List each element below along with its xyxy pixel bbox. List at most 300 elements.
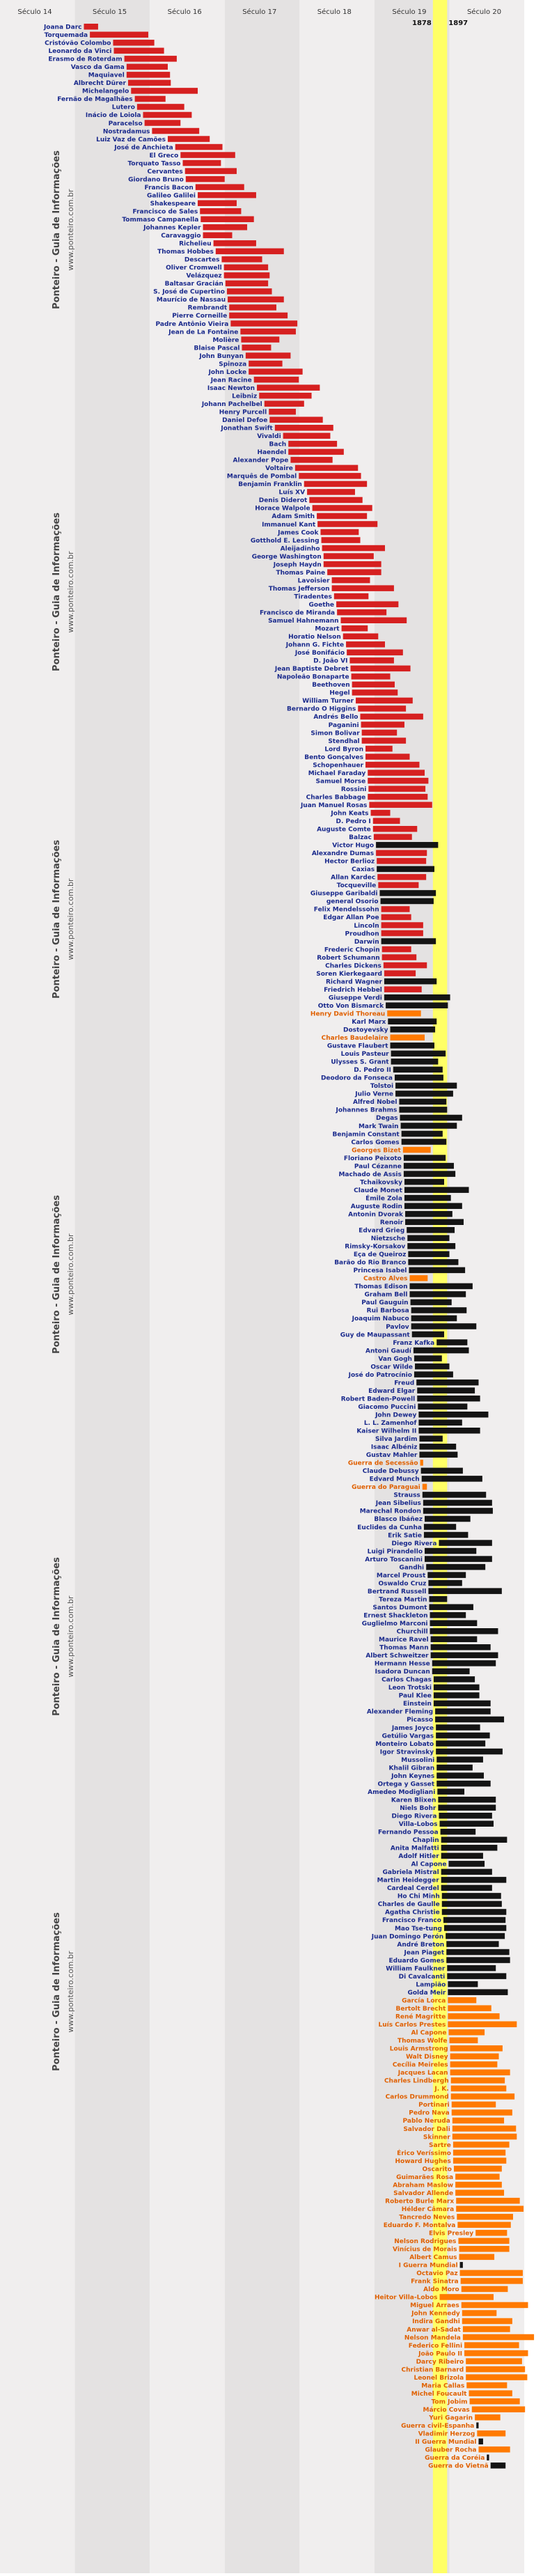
life-bar	[456, 2198, 519, 2204]
person-label: Agatha Christie	[384, 1909, 440, 1917]
person-label: Tommaso Campanella	[122, 217, 199, 224]
person-label: Leon Trotski	[388, 1685, 432, 1692]
person-label: Picasso	[407, 1717, 434, 1724]
person-label: Anita Malfatti	[390, 1845, 439, 1852]
life-bar	[424, 1532, 468, 1538]
person-label: Baltasar Gracián	[164, 281, 223, 288]
person-label: Giuseppe Garibaldi	[310, 890, 378, 898]
person-label: I Guerra Mundial	[398, 2262, 458, 2270]
person-label: Frank Sinatra	[411, 2278, 459, 2286]
watermark-url: www.ponteiro.com.br	[66, 189, 75, 271]
life-bar	[430, 1612, 466, 1618]
person-label: Michelangelo	[81, 88, 129, 95]
life-bar	[441, 1877, 507, 1883]
person-label: Kaiser Wilhelm II	[356, 1428, 417, 1435]
person-label: Paracelso	[108, 120, 143, 127]
life-bar	[451, 2077, 505, 2084]
life-bar	[448, 2021, 517, 2027]
person-label: Ernest Shackleton	[363, 1612, 428, 1620]
person-label: Euclides da Cunha	[357, 1524, 422, 1531]
watermark-url: www.ponteiro.com.br	[66, 1595, 75, 1678]
person-label: Eduardo Gomes	[388, 1957, 445, 1965]
watermark-title: Ponteiro - Guia de Informações	[52, 1557, 62, 1716]
person-label: Oscarito	[422, 2166, 452, 2173]
person-label: Francisco de Miranda	[260, 609, 336, 617]
life-bar	[377, 858, 426, 864]
person-label: Johann Pachelbel	[201, 400, 262, 408]
person-label: Arturo Toscanini	[365, 1556, 423, 1563]
person-label: Guglielmo Marconi	[361, 1621, 428, 1627]
person-label: Mao Tse-tung	[394, 1925, 442, 1933]
life-bar	[322, 537, 361, 543]
person-label: Cervantes	[147, 168, 183, 175]
person-label: Allan Kardec	[331, 874, 376, 882]
life-bar	[440, 1820, 494, 1827]
life-bar	[402, 1139, 447, 1145]
person-label: Glauber Rocha	[425, 2446, 477, 2454]
life-bar	[183, 160, 221, 166]
watermark-url: www.ponteiro.com.br	[66, 1233, 75, 1316]
person-label: Octavio Paz	[416, 2270, 458, 2278]
life-bar	[324, 553, 374, 559]
person-label: Felix Mendelssohn	[313, 906, 379, 914]
person-label: Yuri Gagarin	[429, 2414, 473, 2422]
person-label: Soren Kierkegaard	[316, 970, 382, 978]
person-label: Amedeo Modigliani	[368, 1788, 436, 1796]
person-label: Benjamin Franklin	[238, 481, 302, 489]
person-label: Carlos Gomes	[351, 1139, 400, 1146]
marker-label: 1878	[412, 19, 432, 27]
person-label: Richard Wagner	[325, 978, 382, 986]
person-label: Guerra do Paraguai	[352, 1484, 420, 1492]
life-bar	[391, 1043, 434, 1049]
life-bar	[127, 64, 168, 70]
person-label: Johann G. Fichte	[285, 641, 345, 649]
person-label: John Locke	[208, 368, 247, 376]
person-label: Andrés Bello	[313, 714, 359, 721]
person-label: Guerra civil-Espanha	[401, 2423, 475, 2430]
life-bar	[391, 1051, 446, 1057]
person-label: Francis Bacon	[144, 184, 194, 192]
century-label: Século 16	[167, 8, 202, 16]
life-bar	[436, 1781, 490, 1787]
person-label: L. L. Zamenhof	[363, 1420, 417, 1427]
life-bar	[457, 2214, 513, 2220]
person-label: Henry Purcell	[219, 409, 267, 416]
life-bar	[447, 1965, 496, 1972]
life-bar	[452, 2134, 517, 2140]
life-bar	[317, 521, 377, 527]
life-bar	[378, 882, 418, 889]
person-label: Pavlov	[386, 1323, 409, 1331]
life-bar	[435, 1708, 491, 1715]
life-bar	[131, 88, 198, 94]
life-bar	[407, 1235, 449, 1242]
person-label: Louis Armstrong	[389, 2045, 448, 2053]
life-bar	[434, 1701, 491, 1707]
life-bar	[408, 1259, 458, 1265]
person-label: Adolf Hitler	[398, 1853, 439, 1861]
person-label: John Dewey	[375, 1412, 417, 1419]
life-bar	[269, 409, 296, 415]
life-bar	[309, 497, 362, 504]
life-bar	[381, 938, 436, 944]
person-label: André Breton	[397, 1941, 445, 1949]
person-label: Blaise Pascal	[194, 345, 240, 352]
life-bar	[477, 2430, 505, 2437]
person-label: Erasmo de Roterdam	[48, 56, 123, 63]
person-label: Khalil Gibran	[388, 1765, 435, 1772]
life-bar	[446, 1933, 505, 1939]
life-bar	[448, 2029, 485, 2036]
life-bar	[257, 384, 320, 391]
person-label: Joseph Haydn	[273, 561, 322, 569]
life-bar	[442, 1893, 501, 1899]
life-bar	[411, 1299, 452, 1306]
person-label: Charles Dickens	[325, 962, 381, 970]
life-bar	[352, 689, 398, 696]
person-label: Eduardo F. Montalva	[383, 2222, 456, 2229]
life-bar	[400, 1115, 462, 1121]
person-label: Jacques Lacan	[398, 2070, 448, 2077]
person-label: Aldo Moro	[423, 2286, 459, 2294]
person-label: Bertolt Brecht	[395, 2005, 446, 2013]
life-bar	[466, 2374, 527, 2380]
life-bar	[391, 1059, 439, 1065]
person-label: Auguste Rodin	[350, 1203, 402, 1210]
life-bar	[186, 176, 225, 182]
life-bar	[476, 2422, 478, 2428]
person-label: Deodoro da Fonseca	[320, 1075, 393, 1082]
person-label: Francisco de Sales	[132, 208, 198, 216]
person-label: García Lorca	[402, 1997, 446, 2005]
life-bar	[304, 481, 367, 487]
person-label: Antoni Gaudí	[365, 1348, 411, 1355]
person-label: Marquês de Pombal	[226, 473, 297, 481]
person-label: Martin Heidegger	[377, 1877, 439, 1884]
life-bar	[448, 1989, 507, 1995]
life-bar	[414, 1355, 442, 1361]
person-label: Márcio Covas	[423, 2406, 470, 2414]
life-bar	[401, 1123, 457, 1129]
life-bar	[371, 810, 391, 816]
life-bar	[125, 56, 177, 62]
life-bar	[404, 1179, 444, 1185]
person-label: Nelson Rodrigues	[394, 2238, 457, 2246]
life-bar	[439, 1540, 491, 1546]
life-bar	[269, 416, 322, 423]
person-label: Fernando Pessoa	[377, 1829, 439, 1836]
life-bar	[381, 914, 411, 921]
person-label: José de Anchieta	[114, 144, 173, 152]
person-label: Renoir	[379, 1219, 404, 1226]
life-bar	[368, 778, 428, 784]
life-bar	[242, 345, 272, 351]
person-label: Santos Dumont	[372, 1604, 427, 1611]
person-label: Antonin Dvorak	[348, 1211, 404, 1219]
person-label: Immanuel Kant	[262, 521, 316, 529]
person-label: Otto Von Bismarck	[317, 1002, 384, 1010]
life-bar	[384, 978, 436, 985]
life-bar	[374, 834, 412, 841]
person-label: Tiradentes	[294, 593, 332, 601]
person-label: Cardeal Cerdel	[386, 1885, 439, 1893]
life-bar	[391, 1035, 425, 1041]
person-label: Joana Darc	[43, 24, 82, 31]
life-bar	[450, 2061, 498, 2068]
person-label: John Keynes	[391, 1772, 435, 1780]
life-bar	[128, 80, 171, 86]
life-bar	[409, 1275, 427, 1281]
life-bar	[434, 1685, 480, 1691]
person-label: Luigi Pirandello	[367, 1548, 423, 1556]
person-label: Tancredo Neves	[399, 2214, 455, 2222]
life-bar	[431, 1637, 478, 1643]
life-bar	[428, 1580, 462, 1586]
person-label: Galileo Galilei	[146, 192, 196, 200]
life-bar	[407, 1227, 455, 1233]
person-label: Molière	[212, 336, 239, 344]
life-bar	[435, 1717, 504, 1723]
life-bar	[409, 1267, 465, 1274]
life-bar	[460, 2262, 463, 2268]
person-label: Abraham Maslow	[393, 2182, 454, 2189]
life-bar	[408, 1251, 449, 1258]
life-bar	[438, 1804, 496, 1811]
person-label: Robert Baden-Powell	[340, 1396, 416, 1403]
person-label: Stendhal	[328, 737, 360, 745]
life-bar	[240, 329, 296, 335]
life-bar	[399, 1099, 446, 1105]
life-bar	[436, 1756, 483, 1763]
life-bar	[436, 1772, 484, 1779]
person-label: James Cook	[278, 529, 319, 537]
person-label: John Bunyan	[199, 352, 244, 360]
person-label: Oliver Cromwell	[166, 265, 222, 272]
life-bar	[441, 1853, 483, 1859]
life-bar	[288, 441, 337, 447]
life-bar	[376, 842, 438, 848]
person-label: Torquemada	[44, 32, 88, 40]
life-bar	[404, 1203, 462, 1209]
life-bar	[430, 1620, 478, 1626]
person-label: Dostoyevsky	[343, 1027, 388, 1034]
person-label: Horace Walpole	[255, 505, 310, 513]
life-bar	[388, 1018, 436, 1024]
century-label: Século 15	[93, 8, 127, 16]
life-bar	[313, 505, 372, 511]
life-bar	[214, 240, 256, 247]
life-bar	[404, 1171, 455, 1177]
watermark-title: Ponteiro - Guia de Informações	[52, 150, 62, 309]
life-bar	[224, 272, 270, 279]
life-bar	[459, 2254, 495, 2261]
life-bar	[461, 2278, 523, 2284]
person-label: James Joyce	[391, 1724, 434, 1732]
person-label: Johannes Kepler	[143, 224, 201, 232]
life-bar	[203, 224, 247, 231]
person-label: Lutero	[111, 104, 135, 111]
life-bar	[411, 1307, 467, 1313]
person-label: Voltaire	[265, 465, 293, 473]
person-label: Albrecht Dürer	[73, 80, 126, 88]
person-label: Paul Cézanne	[354, 1163, 402, 1171]
person-label: Caravaggio	[161, 233, 201, 240]
life-bar	[463, 2334, 534, 2341]
person-label: Samuel Hahnemann	[268, 618, 339, 625]
person-label: Jean Baptiste Debret	[274, 666, 349, 673]
person-label: Frederic Chopin	[324, 946, 380, 954]
person-label: Castro Alves	[363, 1275, 408, 1283]
person-label: Juan Domingo Perón	[371, 1933, 444, 1941]
life-bar	[405, 1219, 464, 1225]
person-label: Tom Jobim	[431, 2398, 468, 2406]
person-label: Monteiro Lobato	[375, 1740, 434, 1748]
life-bar	[418, 1403, 467, 1410]
life-bar	[241, 336, 279, 343]
life-bar	[436, 1740, 485, 1747]
life-bar	[283, 433, 331, 439]
person-label: Villa-Lobos	[398, 1821, 438, 1828]
life-bar	[198, 200, 237, 206]
century-label: Século 17	[242, 8, 277, 16]
person-label: Claude Debussy	[362, 1468, 419, 1476]
person-label: Lincoln	[354, 922, 379, 930]
person-label: Tchaikovsky	[360, 1179, 402, 1187]
life-bar	[307, 489, 355, 495]
person-label: Floriano Peixoto	[343, 1155, 402, 1162]
life-bar	[414, 1371, 453, 1377]
life-bar	[448, 1981, 478, 1988]
life-bar	[432, 1660, 496, 1666]
person-label: Guimarães Rosa	[396, 2173, 454, 2181]
life-bar	[462, 2302, 528, 2309]
person-label: Vasco da Gama	[70, 64, 125, 72]
life-bar	[90, 32, 148, 38]
life-bar	[411, 1316, 457, 1322]
life-bar	[415, 1364, 449, 1370]
life-bar	[466, 2366, 525, 2373]
life-bar	[443, 1917, 505, 1923]
life-bar	[464, 2350, 528, 2357]
life-bar	[425, 1516, 471, 1522]
life-bar	[360, 714, 423, 720]
life-bar	[381, 922, 423, 928]
person-label: Oscar Wilde	[370, 1364, 414, 1371]
person-label: Leonardo da Vinci	[48, 48, 112, 56]
life-bar	[470, 2398, 520, 2405]
person-label: Maria Callas	[421, 2382, 465, 2390]
person-label: Charles Babbage	[306, 794, 366, 802]
person-label: Vinícius de Morais	[393, 2246, 457, 2254]
life-bar	[381, 898, 434, 905]
person-label: Tolstoi	[370, 1083, 394, 1091]
life-bar	[368, 770, 425, 776]
person-label: Benjamin Constant	[332, 1131, 400, 1139]
life-bar	[200, 216, 253, 222]
person-label: Isaac Albéniz	[370, 1444, 418, 1451]
person-label: Carlos Drummond	[385, 2093, 449, 2101]
person-label: Hermann Hesse	[374, 1660, 430, 1668]
life-bar	[455, 2173, 499, 2180]
person-label: Indira Gandhi	[412, 2318, 460, 2326]
life-bar	[431, 1644, 491, 1650]
life-bar	[368, 794, 427, 800]
person-label: Nelson Mandela	[404, 2334, 461, 2342]
person-label: Albert Camus	[409, 2254, 457, 2262]
life-bar	[418, 1419, 462, 1426]
person-label: Mark Twain	[358, 1123, 399, 1130]
life-bar	[402, 1131, 443, 1137]
life-bar	[229, 313, 288, 319]
life-bar	[453, 2150, 505, 2156]
person-label: Thomas Edison	[354, 1283, 408, 1291]
person-label: Paganini	[328, 721, 359, 729]
life-bar	[425, 1556, 492, 1562]
person-label: Jonathan Swift	[221, 425, 273, 432]
life-bar	[455, 2182, 502, 2188]
life-bar	[441, 1869, 492, 1875]
person-label: Marcel Proust	[376, 1572, 426, 1579]
person-label: Juan Manuel Rosas	[300, 802, 368, 809]
life-bar	[246, 352, 291, 359]
life-bar	[168, 136, 210, 142]
century-label: Século 14	[17, 8, 52, 16]
person-label: Rembrandt	[187, 304, 228, 312]
life-bar	[453, 2141, 510, 2148]
person-label: Alexander Fleming	[366, 1708, 434, 1716]
person-label: Carlos Chagas	[381, 1676, 432, 1684]
life-bar	[404, 1163, 454, 1169]
life-bar	[453, 2157, 506, 2164]
person-label: Paul Gauguin	[361, 1299, 409, 1307]
life-bar	[203, 233, 233, 239]
person-label: Thomas Wolfe	[397, 2038, 448, 2045]
person-label: George Washington	[251, 553, 322, 561]
life-bar	[436, 1733, 489, 1739]
person-label: Edgar Allan Poe	[323, 914, 379, 922]
person-label: Charles Lindbergh	[384, 2077, 449, 2085]
person-label: Ulysses S. Grant	[331, 1059, 389, 1066]
life-bar	[376, 850, 427, 857]
person-label: Beethoven	[312, 682, 350, 689]
life-bar	[448, 2013, 499, 2020]
person-label: Torquato Tasso	[127, 160, 181, 168]
life-bar	[450, 2070, 510, 2076]
life-bar	[384, 994, 450, 1001]
life-bar	[84, 24, 97, 30]
life-bar	[227, 288, 272, 295]
life-bar	[432, 1669, 470, 1675]
life-bar	[365, 746, 393, 752]
watermark-title: Ponteiro - Guia de Informações	[52, 1912, 62, 2071]
person-label: Giuseppe Verdi	[328, 994, 382, 1002]
person-label: Blasco Ibáñez	[374, 1516, 423, 1524]
life-bar	[425, 1548, 476, 1554]
life-bar	[365, 762, 419, 768]
life-bar	[418, 1428, 480, 1434]
person-label: Cristóvão Colombo	[45, 40, 111, 47]
person-label: Freud	[394, 1380, 415, 1387]
life-bar	[423, 1508, 493, 1514]
life-bar	[368, 786, 425, 792]
life-bar	[127, 72, 170, 78]
life-bar	[442, 1901, 502, 1907]
person-label: José Bonifácio	[294, 650, 345, 657]
life-bar	[137, 104, 184, 110]
life-bar	[434, 1676, 475, 1683]
life-bar	[393, 1067, 443, 1073]
